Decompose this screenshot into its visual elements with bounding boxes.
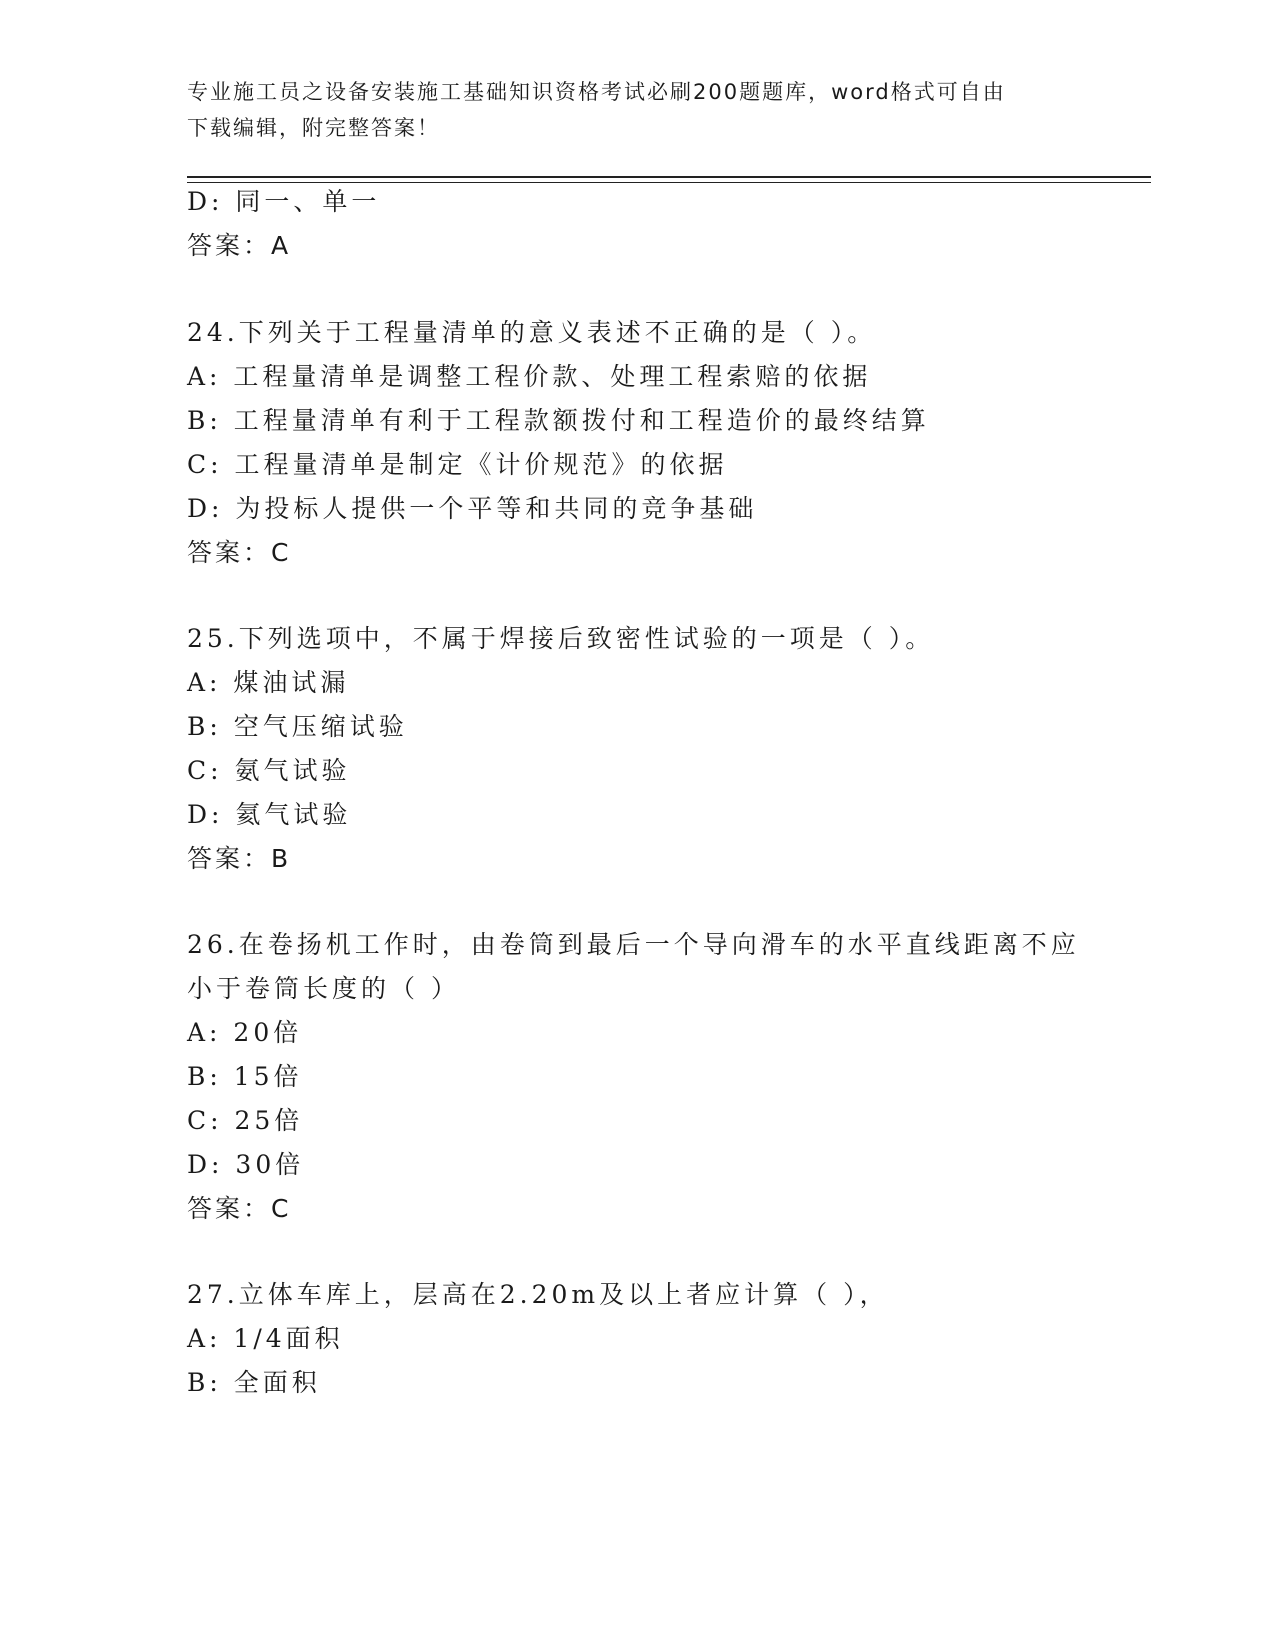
header-title-line-2: 下载编辑，附完整答案！ bbox=[187, 116, 440, 140]
prev-answer: 答案：A bbox=[187, 231, 292, 260]
question-27-option-b: B: 全面积 bbox=[187, 1368, 321, 1397]
question-27-stem: 27.立体车库上，层高在2.20m及以上者应计算（ ）， bbox=[187, 1280, 889, 1309]
question-26-answer: 答案：C bbox=[187, 1194, 292, 1223]
question-25-option-a: A: 煤油试漏 bbox=[187, 668, 350, 697]
header-title-line-1: 专业施工员之设备安装施工基础知识资格考试必刷200题题库，word格式可自由 bbox=[187, 80, 1006, 104]
question-26-option-c: C: 25倍 bbox=[187, 1106, 304, 1135]
header-divider-thick bbox=[187, 176, 1151, 178]
question-25-answer: 答案：B bbox=[187, 844, 292, 873]
question-26-stem-line-2: 小于卷筒长度的（ ） bbox=[187, 974, 460, 1003]
document-header bbox=[187, 74, 1067, 146]
question-26-option-a: A: 20倍 bbox=[187, 1018, 303, 1047]
question-25-option-c: C: 氨气试验 bbox=[187, 756, 351, 785]
question-26-option-d: D: 30倍 bbox=[187, 1150, 305, 1179]
question-27-option-a: A: 1/4面积 bbox=[187, 1324, 344, 1353]
question-24-option-a: A: 工程量清单是调整工程价款、处理工程索赔的依据 bbox=[187, 362, 872, 391]
question-25-stem: 25.下列选项中，不属于焊接后致密性试验的一项是（ ）。 bbox=[187, 624, 935, 653]
question-24-option-b: B: 工程量清单有利于工程款额拨付和工程造价的最终结算 bbox=[187, 406, 930, 435]
question-24-answer: 答案：C bbox=[187, 538, 292, 567]
question-24-option-c: C: 工程量清单是制定《计价规范》的依据 bbox=[187, 450, 728, 479]
prev-option-d: D: 同一、单一 bbox=[187, 187, 381, 216]
question-24-stem: 24.下列关于工程量清单的意义表述不正确的是（ ）。 bbox=[187, 318, 877, 347]
question-25-option-b: B: 空气压缩试验 bbox=[187, 712, 408, 741]
question-26-stem-line-1: 26.在卷扬机工作时，由卷筒到最后一个导向滑车的水平直线距离不应 bbox=[187, 930, 1080, 959]
question-26-option-b: B: 15倍 bbox=[187, 1062, 303, 1091]
question-24-option-d: D: 为投标人提供一个平等和共同的竞争基础 bbox=[187, 494, 758, 523]
question-25-option-d: D: 氦气试验 bbox=[187, 800, 352, 829]
header-divider-thin bbox=[187, 182, 1151, 183]
